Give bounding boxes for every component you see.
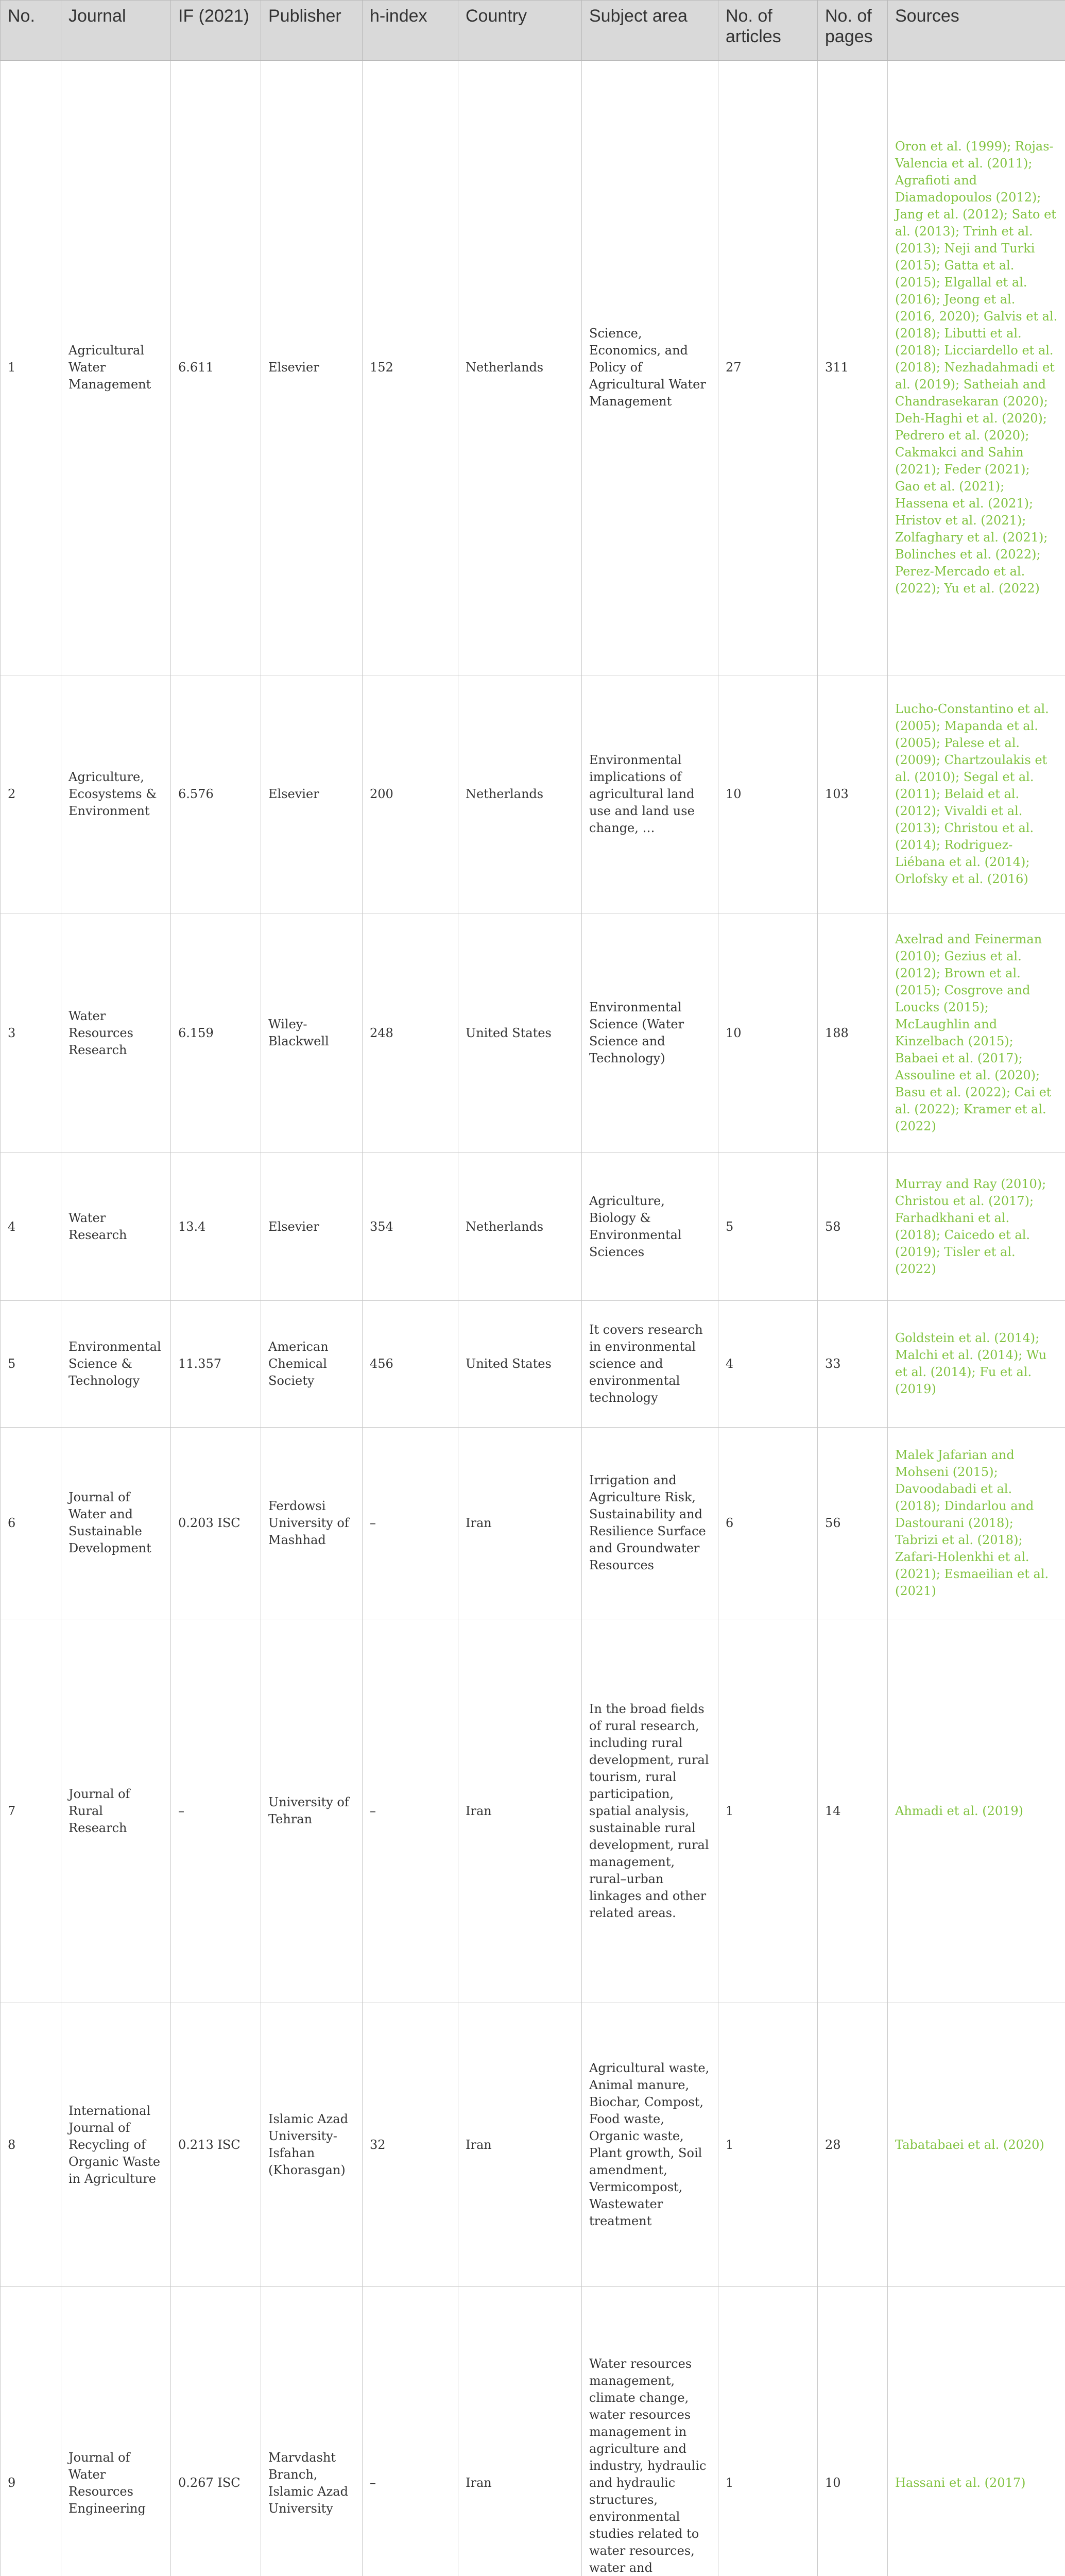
cell-no: 3: [1, 913, 61, 1153]
cell-country: Iran: [458, 1619, 582, 2003]
cell-no: 7: [1, 1619, 61, 2003]
table-row: [1, 913, 1065, 1153]
header-row: [1, 1, 1065, 61]
cell-publisher: Islamic Azad University-Isfahan (Khorasgan): [261, 2003, 363, 2287]
cell-h-index: 354: [363, 1153, 458, 1301]
cell-publisher: Ferdowsi University of Mashhad: [261, 1427, 363, 1619]
cell-if: 0.213 ISC: [171, 2003, 261, 2287]
table-row: [1, 1619, 1065, 2003]
cell-articles: 27: [718, 61, 818, 675]
cell-subject: Agriculture, Biology & Environmental Sciences: [582, 1153, 718, 1301]
cell-sources[interactable]: Axelrad and Feinerman (2010); Gezius et al. (2012); Brown et al. (2015); Cosgrove and Loucks (2015); McLaughlin and Kinzelbach (2015); Babaei et al. (2017); Assouline et al. (2020); Basu et al. (2022); Cai et al. (2022); Kramer et al. (2022): [888, 913, 1065, 1153]
table-row: [1, 1153, 1065, 1301]
cell-if: –: [171, 1619, 261, 2003]
cell-publisher: Elsevier: [261, 675, 363, 913]
cell-country: United States: [458, 913, 582, 1153]
cell-publisher: American Chemical Society: [261, 1300, 363, 1427]
cell-pages: 56: [818, 1427, 888, 1619]
table-row: [1, 2003, 1065, 2287]
cell-pages: 28: [818, 2003, 888, 2287]
cell-country: Iran: [458, 2287, 582, 2576]
cell-pages: 58: [818, 1153, 888, 1301]
cell-sources[interactable]: Hassani et al. (2017): [888, 2287, 1065, 2576]
cell-journal: Agriculture, Ecosystems & Environment: [61, 675, 171, 913]
cell-subject: Water resources management, climate change, water resources management in agriculture and industry, hydraulic and hydraulic structures, environmental studies related to water resources, water and: [582, 2287, 718, 2576]
cell-if: 6.611: [171, 61, 261, 675]
header-journal: Journal: [61, 1, 171, 61]
cell-publisher: Elsevier: [261, 61, 363, 675]
cell-h-index: –: [363, 1427, 458, 1619]
cell-pages: 311: [818, 61, 888, 675]
cell-articles: 1: [718, 2287, 818, 2576]
cell-articles: 1: [718, 2003, 818, 2287]
cell-if: 0.267 ISC: [171, 2287, 261, 2576]
cell-h-index: 456: [363, 1300, 458, 1427]
cell-sources[interactable]: Oron et al. (1999); Rojas-Valencia et al. (2011); Agrafioti and Diamadopoulos (2012); Jang et al. (2012); Sato et al. (2013); Trinh et al. (2013); Neji and Turki (2015); Gatta et al. (2015); Elgallal et al. (2016); Jeong et al. (2016, 2020); Galvis et al. (2018); Libutti et al. (2018); Licciardello et al. (2018); Nezhadahmadi et al. (2019); Satheiah and Chandrasekaran (2020); Deh-Haghi et al. (2020); Pedrero et al. (2020); Cakmakci and Sahin (2021); Feder (2021); Gao et al. (2021); Hassena et al. (2021); Hristov et al. (2021); Zolfaghary et al. (2021); Bolinches et al. (2022); Perez-Mercado et al. (2022); Yu et al. (2022): [888, 61, 1065, 675]
cell-no: 1: [1, 61, 61, 675]
header-articles: No. of articles: [718, 1, 818, 61]
cell-journal: Water Research: [61, 1153, 171, 1301]
cell-pages: 33: [818, 1300, 888, 1427]
cell-sources[interactable]: Murray and Ray (2010); Christou et al. (2017); Farhadkhani et al. (2018); Caicedo et al. (2019); Tisler et al. (2022): [888, 1153, 1065, 1301]
cell-subject: Agricultural waste, Animal manure, Biochar, Compost, Food waste, Organic waste, Plant growth, Soil amendment, Vermicompost, Wastewater treatment: [582, 2003, 718, 2287]
cell-subject: Environmental implications of agricultural land use and land use change, …: [582, 675, 718, 913]
cell-if: 6.576: [171, 675, 261, 913]
cell-articles: 1: [718, 1619, 818, 2003]
cell-subject: It covers research in environmental science and environmental technology: [582, 1300, 718, 1427]
cell-country: Iran: [458, 1427, 582, 1619]
cell-no: 6: [1, 1427, 61, 1619]
cell-journal: Journal of Water and Sustainable Development: [61, 1427, 171, 1619]
cell-country: Netherlands: [458, 61, 582, 675]
cell-country: Netherlands: [458, 1153, 582, 1301]
cell-no: 5: [1, 1300, 61, 1427]
cell-articles: 6: [718, 1427, 818, 1619]
cell-journal: Journal of Water Resources Engineering: [61, 2287, 171, 2576]
table-row: [1, 1300, 1065, 1427]
cell-subject: Environmental Science (Water Science and Technology): [582, 913, 718, 1153]
cell-h-index: 32: [363, 2003, 458, 2287]
cell-articles: 5: [718, 1153, 818, 1301]
cell-h-index: 248: [363, 913, 458, 1153]
cell-pages: 10: [818, 2287, 888, 2576]
header-subject: Subject area: [582, 1, 718, 61]
cell-country: Iran: [458, 2003, 582, 2287]
cell-journal: Environmental Science & Technology: [61, 1300, 171, 1427]
cell-sources[interactable]: Lucho-Constantino et al. (2005); Mapanda et al. (2005); Palese et al. (2009); Chartzoulakis et al. (2010); Segal et al. (2011); Belaid et al. (2012); Vivaldi et al. (2013); Christou et al. (2014); Rodriguez-Liébana et al. (2014); Orlofsky et al. (2016): [888, 675, 1065, 913]
table-row: [1, 61, 1065, 675]
cell-country: United States: [458, 1300, 582, 1427]
cell-articles: 10: [718, 913, 818, 1153]
header-h-index: h-index: [363, 1, 458, 61]
cell-publisher: Wiley-Blackwell: [261, 913, 363, 1153]
cell-pages: 188: [818, 913, 888, 1153]
header-country: Country: [458, 1, 582, 61]
cell-journal: Agricultural Water Management: [61, 61, 171, 675]
cell-h-index: –: [363, 2287, 458, 2576]
cell-if: 6.159: [171, 913, 261, 1153]
cell-subject: Science, Economics, and Policy of Agricultural Water Management: [582, 61, 718, 675]
cell-country: Netherlands: [458, 675, 582, 913]
header-no: No.: [1, 1, 61, 61]
cell-sources[interactable]: Tabatabaei et al. (2020): [888, 2003, 1065, 2287]
cell-no: 4: [1, 1153, 61, 1301]
table-row: [1, 675, 1065, 913]
cell-sources[interactable]: Goldstein et al. (2014); Malchi et al. (2014); Wu et al. (2014); Fu et al. (2019): [888, 1300, 1065, 1427]
cell-sources[interactable]: Malek Jafarian and Mohseni (2015); Davoodabadi et al. (2018); Dindarlou and Dastourani (2018); Tabrizi et al. (2018); Zafari-Holenkhi et al. (2021); Esmaeilian et al. (2021): [888, 1427, 1065, 1619]
cell-publisher: University of Tehran: [261, 1619, 363, 2003]
cell-publisher: Elsevier: [261, 1153, 363, 1301]
header-pages: No. of pages: [818, 1, 888, 61]
cell-if: 11.357: [171, 1300, 261, 1427]
cell-no: 2: [1, 675, 61, 913]
header-if: IF (2021): [171, 1, 261, 61]
cell-publisher: Marvdasht Branch, Islamic Azad University: [261, 2287, 363, 2576]
cell-subject: In the broad fields of rural research, including rural development, rural tourism, rural participation, spatial analysis, sustainable rural development, rural management, rural–urban linkages and other related areas.: [582, 1619, 718, 2003]
cell-journal: International Journal of Recycling of Organic Waste in Agriculture: [61, 2003, 171, 2287]
cell-no: 8: [1, 2003, 61, 2287]
cell-journal: Water Resources Research: [61, 913, 171, 1153]
header-publisher: Publisher: [261, 1, 363, 61]
cell-articles: 10: [718, 675, 818, 913]
cell-h-index: 200: [363, 675, 458, 913]
cell-pages: 103: [818, 675, 888, 913]
cell-no: 9: [1, 2287, 61, 2576]
cell-if: 0.203 ISC: [171, 1427, 261, 1619]
table-row: [1, 1427, 1065, 1619]
cell-pages: 14: [818, 1619, 888, 2003]
table-row: [1, 2287, 1065, 2576]
cell-h-index: 152: [363, 61, 458, 675]
cell-subject: Irrigation and Agriculture Risk, Sustainability and Resilience Surface and Groundwater Resources: [582, 1427, 718, 1619]
cell-h-index: –: [363, 1619, 458, 2003]
cell-if: 13.4: [171, 1153, 261, 1301]
cell-journal: Journal of Rural Research: [61, 1619, 171, 2003]
cell-articles: 4: [718, 1300, 818, 1427]
cell-sources[interactable]: Ahmadi et al. (2019): [888, 1619, 1065, 2003]
header-sources: Sources: [888, 1, 1065, 61]
